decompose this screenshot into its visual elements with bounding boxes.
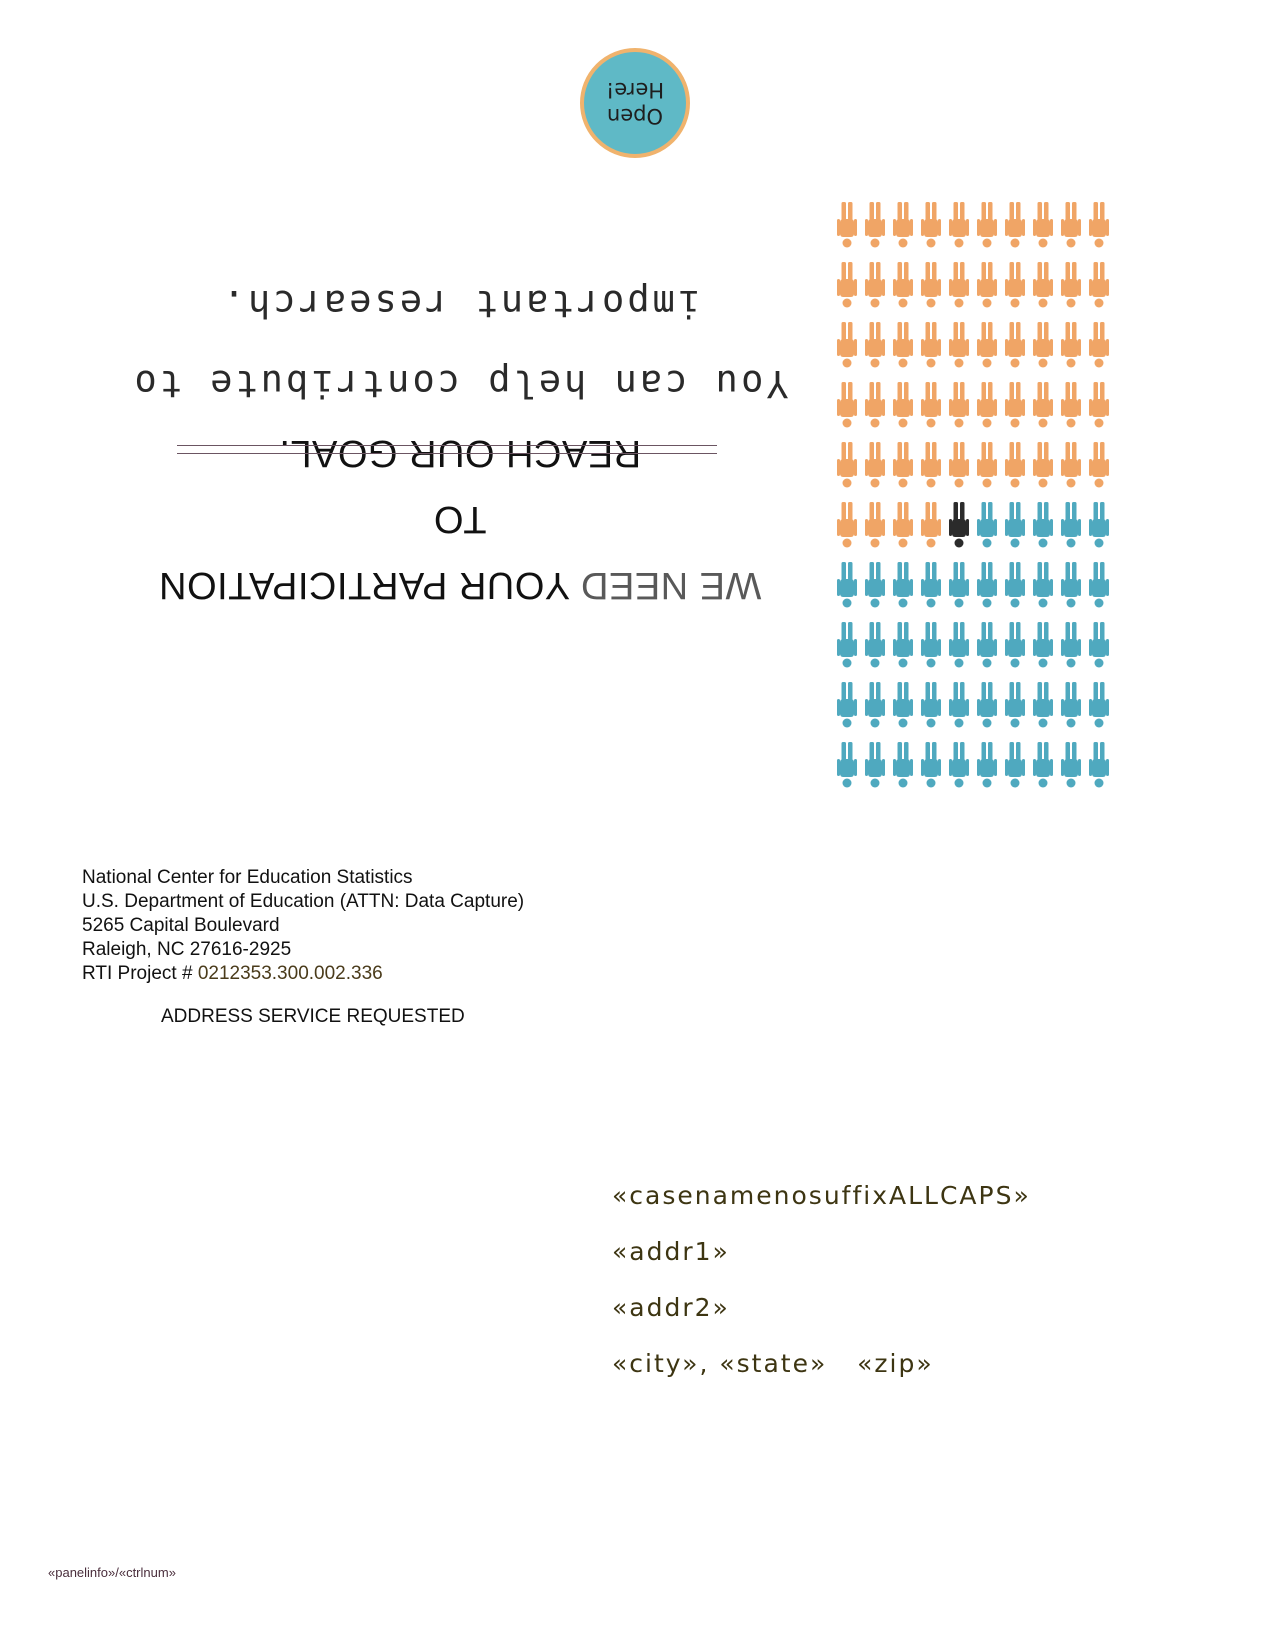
person-icon — [1005, 382, 1025, 428]
person-icon — [921, 322, 941, 368]
badge-line-here: Here! — [605, 78, 665, 102]
person-icon — [949, 682, 969, 728]
person-icon — [893, 502, 913, 548]
person-icon — [893, 322, 913, 368]
person-icon — [949, 202, 969, 248]
project-line — [82, 962, 524, 986]
person-icon — [837, 262, 857, 308]
person-icon — [1089, 502, 1109, 548]
person-icon — [1061, 562, 1081, 608]
person-icon — [921, 442, 941, 488]
person-icon — [1005, 622, 1025, 668]
person-icon — [1061, 382, 1081, 428]
return-address-line4: Raleigh, NC 27616-2925 — [82, 939, 292, 960]
person-icon — [977, 742, 997, 788]
recipient-addr1: «addr1» — [612, 1237, 730, 1266]
person-icon — [1061, 682, 1081, 728]
person-icon — [865, 502, 885, 548]
headline-reach-goal: REACH OUR GOAL. — [278, 432, 642, 474]
person-icon — [1089, 742, 1109, 788]
person-icon — [1089, 382, 1109, 428]
person-icon — [977, 202, 997, 248]
headline-main — [130, 420, 790, 618]
project-label: RTI Project # — [82, 963, 198, 984]
person-icon — [865, 382, 885, 428]
person-icon — [1089, 262, 1109, 308]
person-icon — [1089, 562, 1109, 608]
person-icon — [1005, 322, 1025, 368]
person-icon — [1033, 562, 1053, 608]
person-icon — [837, 562, 857, 608]
person-icon — [893, 202, 913, 248]
person-icon — [977, 262, 997, 308]
recipient-addr2: «addr2» — [612, 1293, 730, 1322]
person-icon — [949, 262, 969, 308]
subheadline-line2: important research. — [219, 282, 701, 325]
person-icon — [865, 442, 885, 488]
divider-bottom — [177, 445, 717, 446]
person-icon — [949, 322, 969, 368]
return-address — [82, 866, 524, 986]
person-icon — [837, 202, 857, 248]
recipient-address — [612, 1168, 1031, 1392]
person-icon — [977, 562, 997, 608]
person-icon — [1033, 622, 1053, 668]
person-icon — [1005, 562, 1025, 608]
person-icon — [1005, 262, 1025, 308]
person-icon — [1005, 202, 1025, 248]
person-icon — [949, 622, 969, 668]
person-icon — [865, 562, 885, 608]
project-number: 0212353.300.002.336 — [197, 963, 383, 984]
recipient-name: «casenamenosuffixALLCAPS» — [612, 1181, 1031, 1210]
headline-we-need: WE NEED — [580, 564, 762, 606]
person-icon — [1033, 202, 1053, 248]
return-address-line3: 5265 Capital Boulevard — [82, 915, 280, 936]
person-icon — [1061, 442, 1081, 488]
participation-figure-grid — [833, 190, 1113, 790]
person-icon — [1033, 502, 1053, 548]
person-icon — [977, 682, 997, 728]
person-icon — [865, 682, 885, 728]
badge-line-open: Open — [606, 104, 664, 128]
person-icon — [921, 562, 941, 608]
person-icon — [1089, 322, 1109, 368]
person-icon — [1033, 382, 1053, 428]
recipient-city-state-zip: «city», «state» «zip» — [612, 1349, 934, 1378]
person-icon — [949, 562, 969, 608]
panel-control-number: «panelinfo»/«ctrlnum» — [48, 1565, 176, 1580]
person-icon — [837, 622, 857, 668]
person-icon — [837, 742, 857, 788]
person-icon — [1033, 262, 1053, 308]
person-icon — [1005, 442, 1025, 488]
person-icon — [1061, 502, 1081, 548]
address-service-requested: ADDRESS SERVICE REQUESTED — [161, 1006, 465, 1027]
person-icon — [893, 742, 913, 788]
person-icon — [1005, 682, 1025, 728]
person-icon — [865, 622, 885, 668]
person-icon — [921, 682, 941, 728]
person-icon — [1033, 322, 1053, 368]
person-icon — [977, 382, 997, 428]
person-icon — [893, 622, 913, 668]
person-icon — [1061, 742, 1081, 788]
return-address-line2: U.S. Department of Education (ATTN: Data Capture) — [82, 891, 525, 912]
person-icon — [865, 742, 885, 788]
headline-participation: YOUR PARTICIPATION TO — [158, 498, 571, 606]
person-icon — [949, 742, 969, 788]
subheadline — [130, 263, 790, 423]
person-icon — [893, 682, 913, 728]
person-icon — [837, 442, 857, 488]
person-icon-highlighted — [949, 502, 969, 548]
person-icon — [837, 682, 857, 728]
person-icon — [1089, 442, 1109, 488]
person-icon — [921, 382, 941, 428]
person-icon — [1061, 622, 1081, 668]
person-icon — [921, 502, 941, 548]
person-icon — [977, 502, 997, 548]
person-icon — [949, 442, 969, 488]
person-icon — [921, 262, 941, 308]
headline-block — [130, 278, 790, 618]
person-icon — [1005, 502, 1025, 548]
person-icon — [977, 442, 997, 488]
person-icon — [1033, 442, 1053, 488]
person-icon — [977, 622, 997, 668]
divider-top — [177, 453, 717, 454]
person-icon — [921, 622, 941, 668]
person-icon — [977, 322, 997, 368]
person-icon — [1061, 262, 1081, 308]
subheadline-line1: You can help contribute to — [131, 362, 789, 405]
person-icon — [1089, 202, 1109, 248]
return-address-line1: National Center for Education Statistics — [82, 867, 413, 888]
person-icon — [1033, 742, 1053, 788]
open-here-badge — [580, 48, 690, 158]
person-icon — [1089, 682, 1109, 728]
person-icon — [893, 382, 913, 428]
person-icon — [837, 502, 857, 548]
person-icon — [865, 322, 885, 368]
person-icon — [1061, 202, 1081, 248]
person-icon — [1061, 322, 1081, 368]
person-icon — [865, 202, 885, 248]
person-icon — [865, 262, 885, 308]
person-icon — [893, 442, 913, 488]
person-icon — [837, 322, 857, 368]
person-icon — [1033, 682, 1053, 728]
person-icon — [921, 202, 941, 248]
person-icon — [1005, 742, 1025, 788]
person-icon — [893, 562, 913, 608]
person-icon — [921, 742, 941, 788]
person-icon — [893, 262, 913, 308]
person-icon — [1089, 622, 1109, 668]
person-icon — [949, 382, 969, 428]
person-icon — [837, 382, 857, 428]
